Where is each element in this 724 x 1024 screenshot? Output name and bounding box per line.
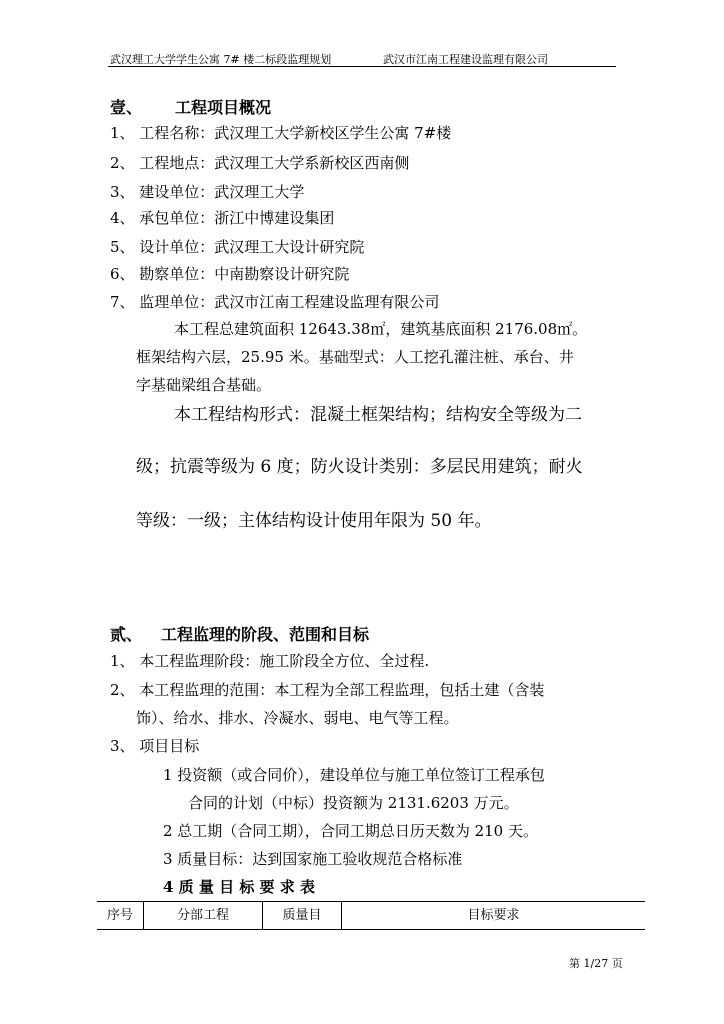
goal-line: 合同的计划（中标）投资额为 2131.6203 万元。 (188, 794, 519, 812)
header-right: 武汉市江南工程建设监理有限公司 (383, 53, 548, 66)
list-item: 6、 勘察单位：中南勘察设计研究院 (110, 265, 350, 283)
section2-number: 贰、 (110, 625, 143, 644)
paragraph-line: 本工程结构形式：混凝土框架结构；结构安全等级为二 (174, 405, 582, 425)
section2-title: 工程监理的阶段、范围和目标 (161, 625, 370, 644)
paragraph-line: 本工程总建筑面积 12643.38㎡，建筑基底面积 2176.08㎡。 (174, 320, 588, 338)
page-number: 第 1/27 页 (569, 957, 623, 970)
list-item: 1、 工程名称：武汉理工大学新校区学生公寓 7#楼 (110, 124, 452, 142)
header-rule (108, 66, 616, 67)
list-item: 7、 监理单位：武汉市江南工程建设监理有限公司 (110, 293, 440, 311)
list-item: 饰）、给水、排水、冷凝水、弱电、电气等工程。 (136, 709, 459, 727)
paragraph-line: 框架结构六层，25.95 米。基础型式：人工挖孔灌注桩、承台、井 (136, 348, 574, 366)
paragraph-line: 级；抗震等级为 6 度；防火设计类别：多层民用建筑；耐火 (136, 457, 583, 477)
list-item: 2、 工程地点：武汉理工大学系新校区西南侧 (110, 154, 410, 172)
goal-line: 2 总工期（合同工期），合同工期总日历天数为 210 天。 (163, 822, 538, 840)
table-caption: 4 质 量 目 标 要 求 表 (163, 878, 315, 896)
quality-target-table (97, 901, 645, 930)
paragraph-line: 等级：一级；主体结构设计使用年限为 50 年。 (136, 511, 492, 531)
table-header-cell: 序号 (106, 908, 133, 923)
table-header-cell: 分部工程 (176, 908, 229, 923)
section1-title: 工程项目概况 (175, 98, 272, 117)
list-item: 5、 设计单位：武汉理工大设计研究院 (110, 238, 365, 256)
paragraph-line: 字基础梁组合基础。 (136, 376, 272, 394)
table-header-cell: 目标要求 (467, 908, 520, 923)
list-item: 4、 承包单位：浙江中博建设集团 (110, 209, 335, 227)
header-left: 武汉理工大学学生公寓 7# 楼二标段监理规划 (110, 53, 332, 66)
goal-line: 1 投资额（或合同价），建设单位与施工单位签订工程承包 (163, 766, 545, 784)
goal-line: 3 质量目标：达到国家施工验收规范合格标准 (163, 850, 463, 868)
list-item: 3、 项目目标 (110, 737, 200, 755)
table-header-cell: 质量目 (282, 908, 322, 923)
list-item: 1、 本工程监理阶段：施工阶段全方位、全过程. (110, 652, 430, 670)
list-item: 3、 建设单位：武汉理工大学 (110, 183, 305, 201)
list-item: 2、 本工程监理的范围：本工程为全部工程监理，包括土建（含装 (110, 681, 545, 699)
section1-number: 壹、 (110, 98, 143, 117)
